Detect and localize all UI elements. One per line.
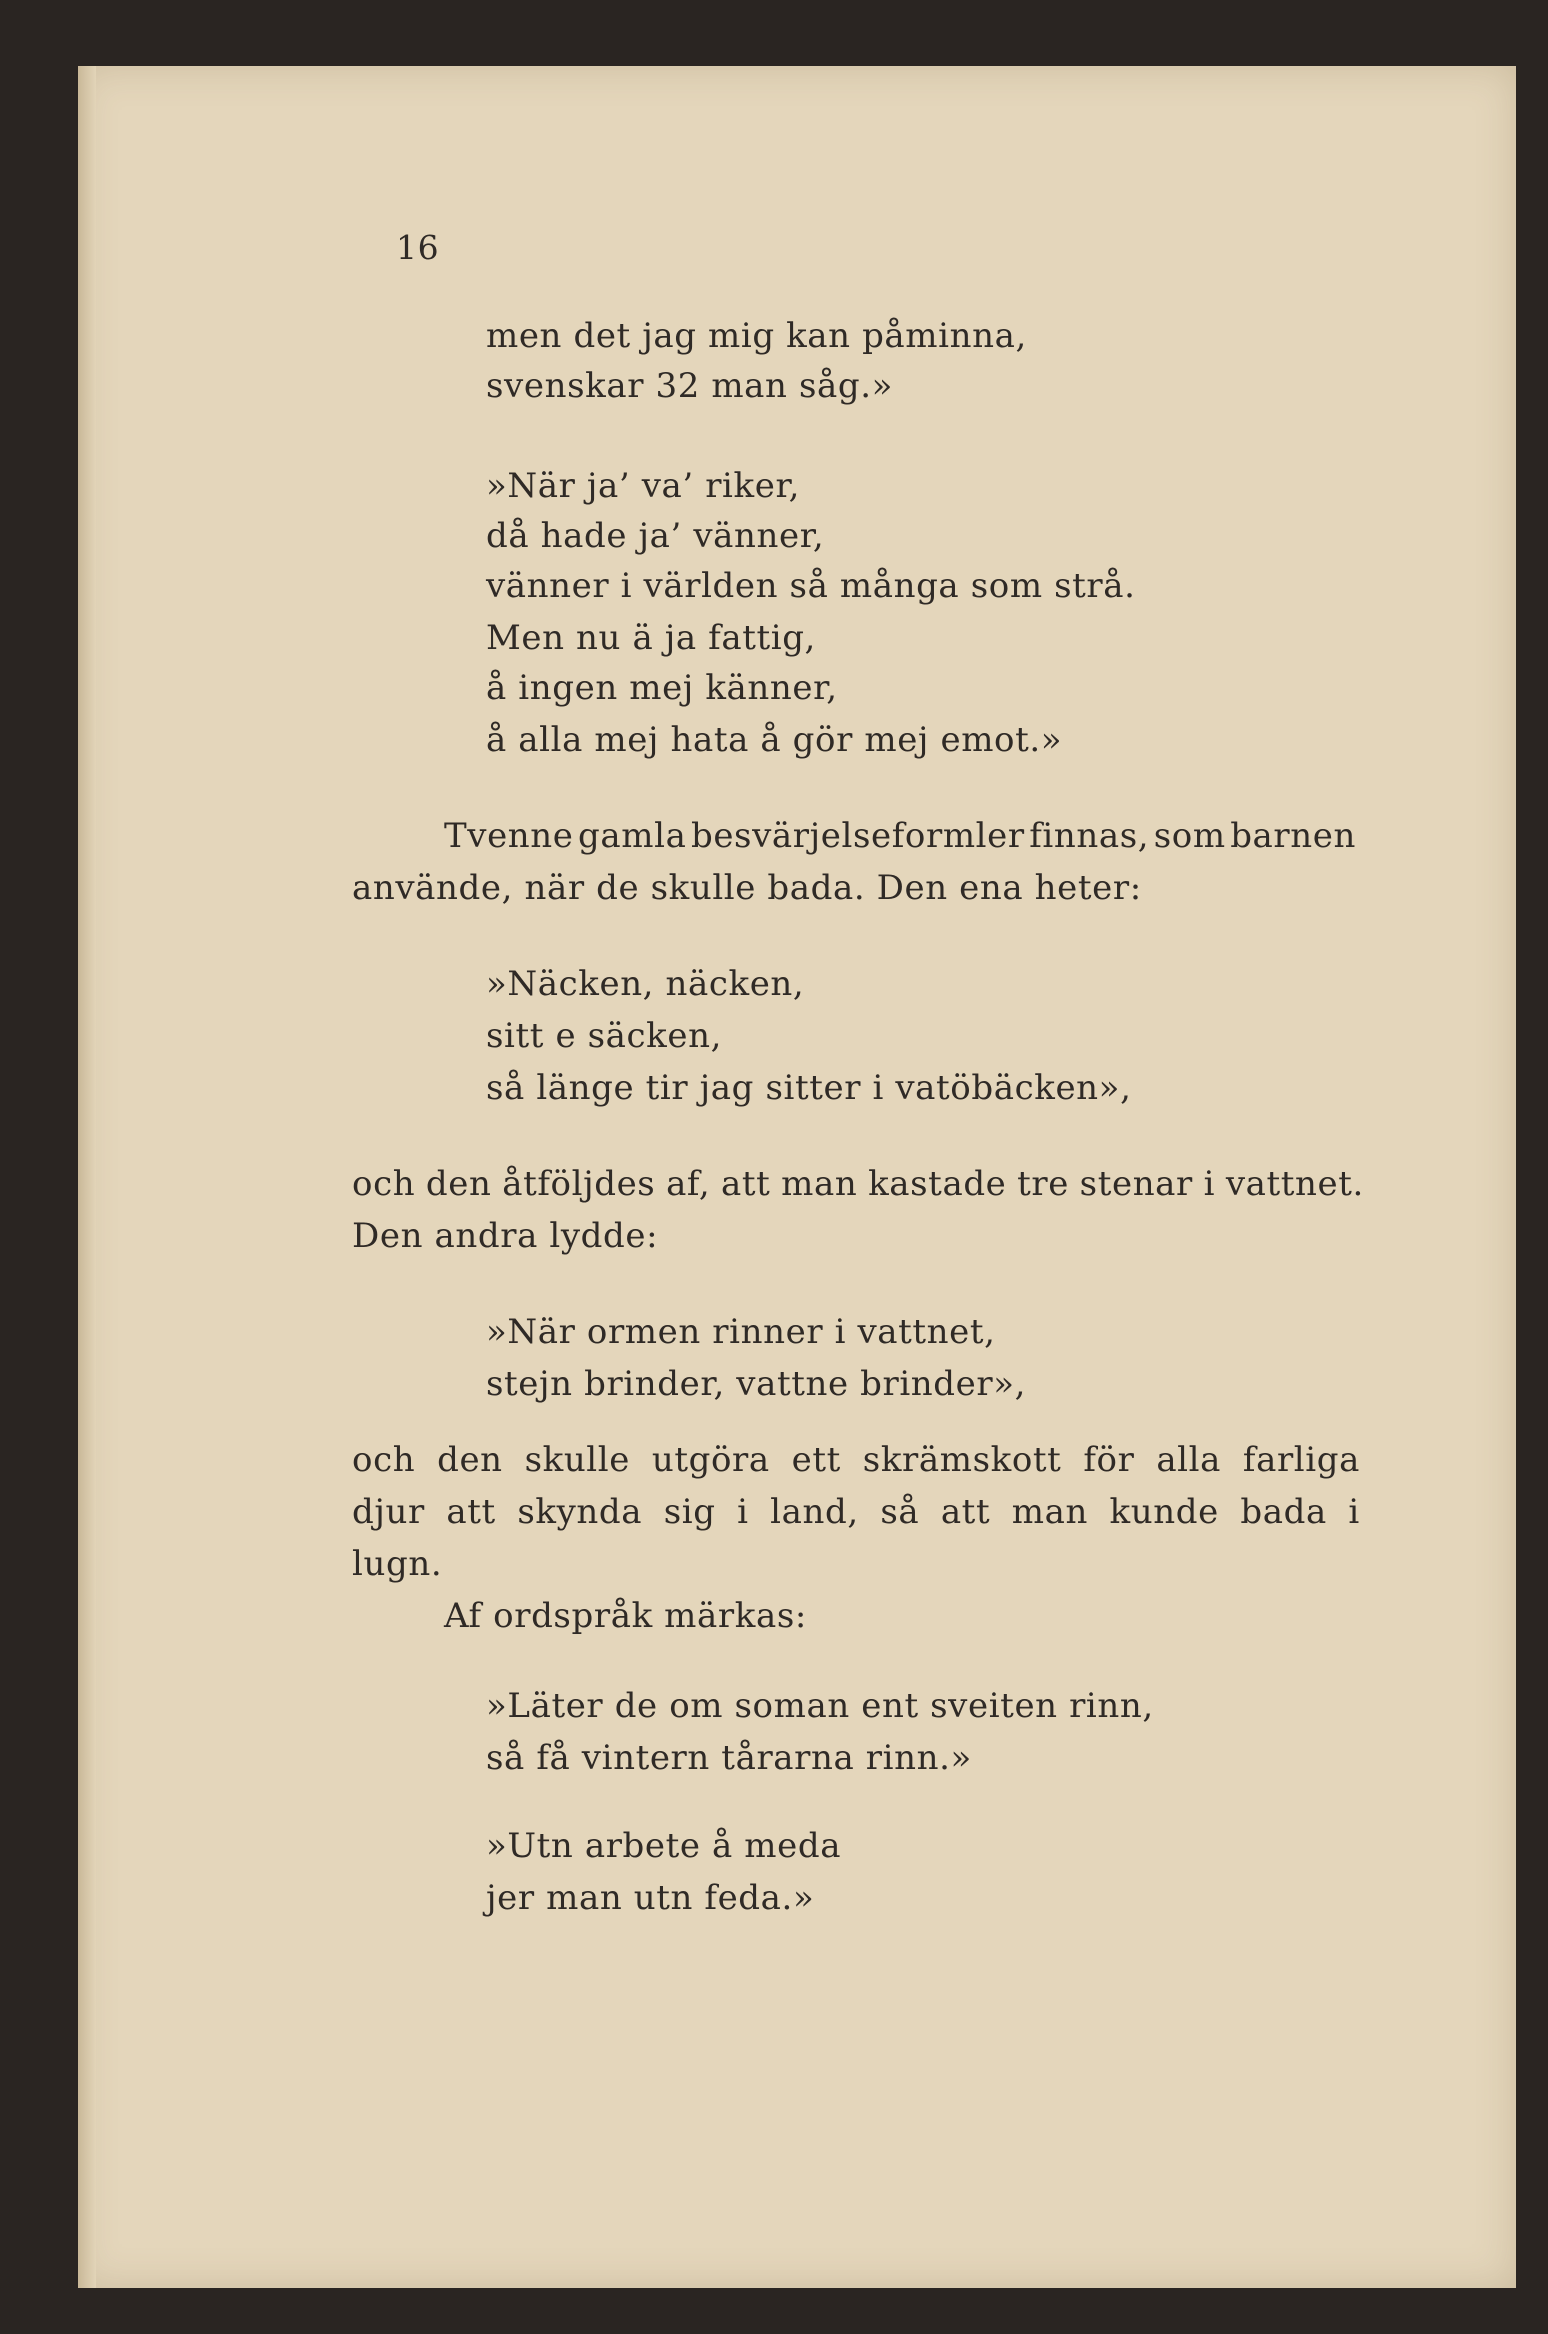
verse-line: så få vintern tårarna rinn.» — [486, 1738, 972, 1778]
word: utgöra — [651, 1440, 770, 1480]
word: skynda — [517, 1492, 643, 1532]
verse-line: då hade ja’ vänner, — [486, 516, 825, 556]
verse-line: så länge tir jag sitter i vatöbäcken», — [486, 1068, 1132, 1108]
verse-line: vänner i världen så många som strå. — [486, 566, 1136, 606]
word: den — [437, 1440, 503, 1480]
word: sig — [663, 1492, 716, 1532]
prose-line — [352, 1160, 1364, 1208]
word: i — [1203, 1164, 1216, 1204]
word: i — [1348, 1492, 1360, 1532]
word: att — [940, 1492, 991, 1532]
word: att — [721, 1164, 771, 1204]
prose-line — [352, 1488, 1360, 1536]
verse-line: »När ja’ va’ riker, — [486, 466, 800, 506]
prose-line: Den andra lydde: — [352, 1216, 659, 1256]
word: barnen — [1230, 816, 1356, 856]
verse-line: men det jag mig kan påminna, — [486, 316, 1027, 356]
word: farliga — [1242, 1440, 1360, 1480]
word: som — [1153, 816, 1226, 856]
verse-line: Men nu ä ja fattig, — [486, 618, 816, 658]
word: den — [425, 1164, 492, 1204]
word: kastade — [868, 1164, 1007, 1204]
verse-line: å ingen mej känner, — [486, 668, 838, 708]
prose-line: lugn. — [352, 1544, 443, 1584]
prose-line: Af ordspråk märkas: — [444, 1596, 807, 1636]
verse-line: å alla mej hata å gör mej emot.» — [486, 720, 1063, 760]
word: i — [737, 1492, 749, 1532]
word: man — [1011, 1492, 1088, 1532]
prose-line: använde, när de skulle bada. Den ena heter: — [352, 868, 1142, 908]
word: tre — [1017, 1164, 1069, 1204]
prose-line — [444, 812, 1356, 860]
verse-line: jer man utn feda.» — [486, 1878, 815, 1918]
word: man — [781, 1164, 858, 1204]
word: Tvenne — [444, 816, 574, 856]
word: kunde — [1109, 1492, 1219, 1532]
word: land, — [770, 1492, 859, 1532]
verse-line: »När ormen rinner i vattnet, — [486, 1312, 996, 1352]
word: af, — [666, 1164, 711, 1204]
word: skulle — [524, 1440, 630, 1480]
word: gamla — [578, 816, 687, 856]
page-gutter — [78, 66, 96, 2288]
word: åtföljdes — [502, 1164, 656, 1204]
word: vattnet. — [1225, 1164, 1364, 1204]
word: besvärjelseformler — [690, 816, 1025, 856]
word: skrämskott — [862, 1440, 1062, 1480]
word: finnas, — [1029, 816, 1150, 856]
verse-line: svenskar 32 man såg.» — [486, 366, 894, 406]
word: alla — [1156, 1440, 1222, 1480]
word: så — [880, 1492, 920, 1532]
word: bada — [1240, 1492, 1327, 1532]
verse-line: »Näcken, näcken, — [486, 964, 805, 1004]
word: att — [446, 1492, 496, 1532]
word: ett — [791, 1440, 841, 1480]
word: och — [352, 1440, 416, 1480]
page-number: 16 — [396, 228, 440, 267]
word: för — [1083, 1440, 1135, 1480]
verse-line: stejn brinder, vattne brinder», — [486, 1364, 1027, 1404]
prose-line — [352, 1436, 1360, 1484]
verse-line: »Läter de om soman ent sveiten rinn, — [486, 1686, 1154, 1726]
word: stenar — [1079, 1164, 1193, 1204]
word: och — [352, 1164, 416, 1204]
verse-line: »Utn arbete å meda — [486, 1826, 842, 1866]
verse-line: sitt e säcken, — [486, 1016, 722, 1056]
word: djur — [352, 1492, 425, 1532]
